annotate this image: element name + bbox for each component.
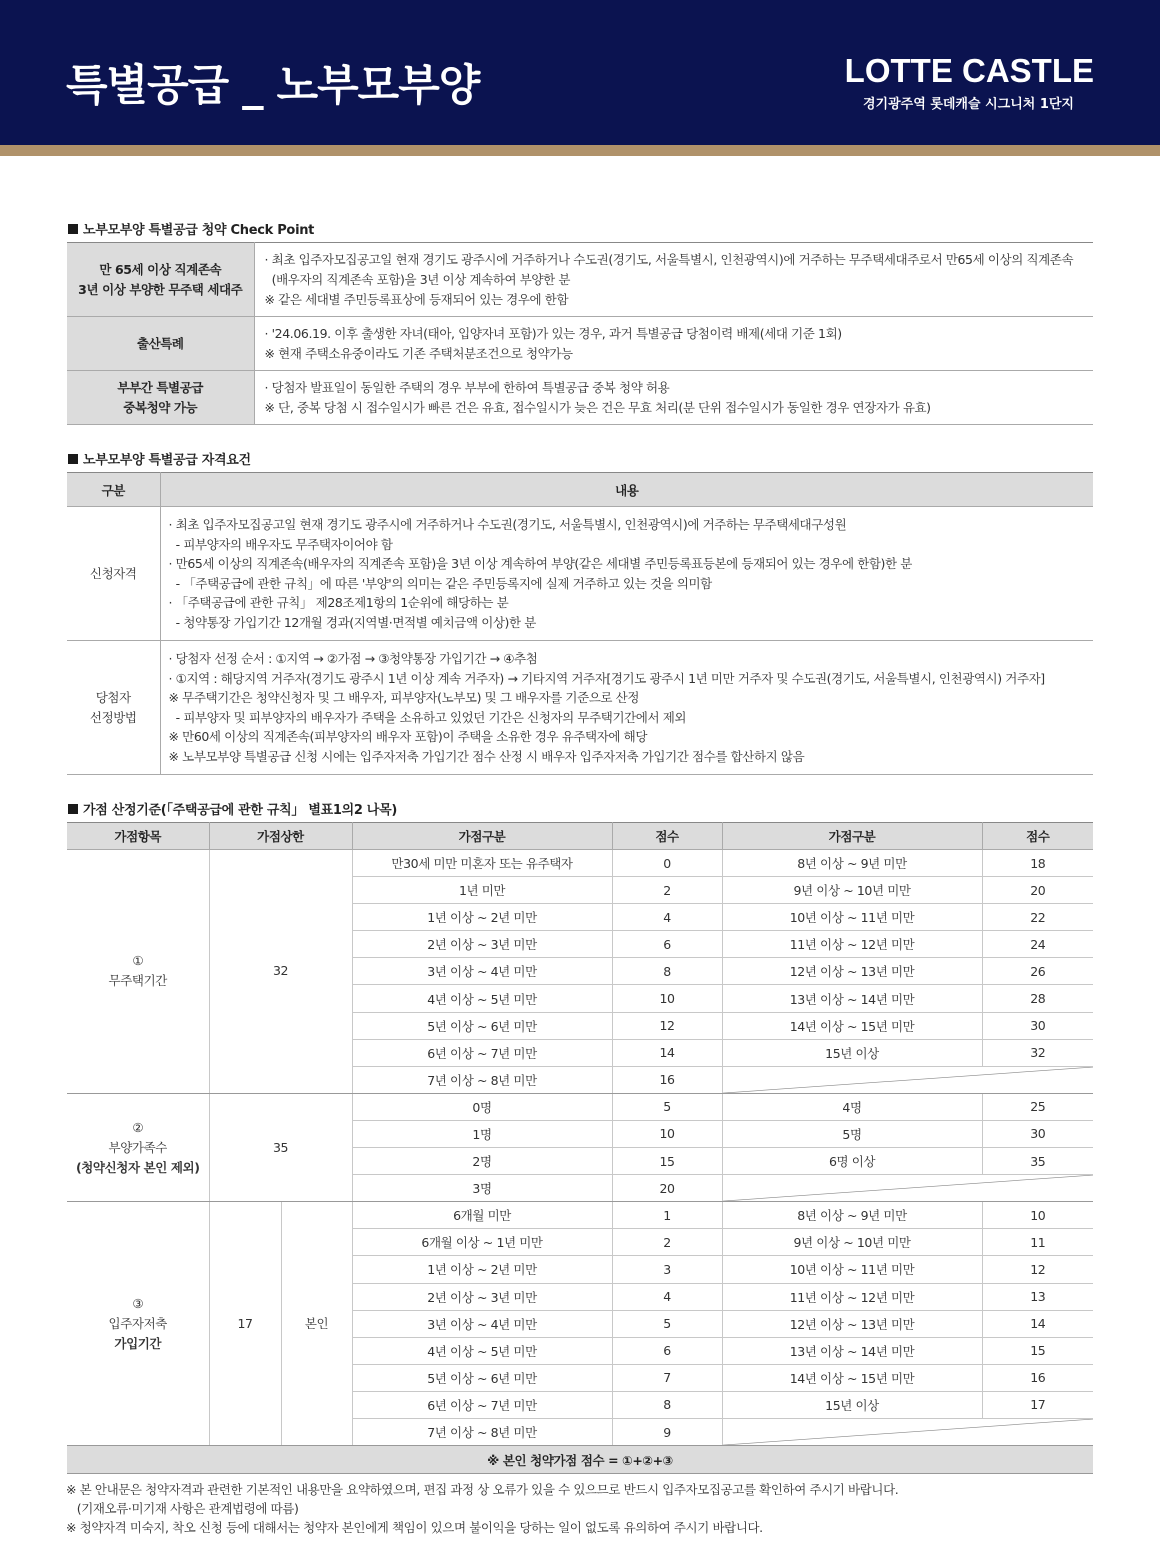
score-points-right: 30 — [982, 1120, 1093, 1147]
qualification-key-line: 당첨자 — [95, 689, 131, 705]
score-class-right: 6명 이상 — [722, 1148, 982, 1175]
qualification-key-line: 선정방법 — [89, 709, 137, 725]
score-class-right: 5명 — [722, 1120, 982, 1147]
footnote-line: ※ 청약자격 미숙지, 착오 신청 등에 대해서는 청약자 본인에게 책임이 있으며 불이익을 당하는 일이 없도록 유의하여 주시기 바랍니다. — [66, 1520, 763, 1535]
qualification-heading: 노부모부양 특별공급 자격요건 — [68, 449, 251, 468]
checkpoint-line: · 당첨자 발표일이 동일한 주택의 경우 부부에 한하여 특별공급 중복 청약 허용 — [264, 379, 670, 395]
score-class-right: 14년 이상 ~ 15년 미만 — [722, 1364, 982, 1391]
score-points-right: 32 — [982, 1039, 1093, 1066]
score-class-right: 10년 이상 ~ 11년 미만 — [722, 1256, 982, 1283]
checkpoint-value — [254, 243, 1093, 317]
score-points-left: 4 — [612, 904, 722, 931]
score-item — [67, 850, 209, 1094]
score-class-right: 10년 이상 ~ 11년 미만 — [722, 904, 982, 931]
qualification-line: · 당첨자 선정 순서 : ①지역 → ②가점 → ③청약통장 가입기간 → ④추첨 — [168, 651, 538, 666]
score-class-left: 3년 이상 ~ 4년 미만 — [352, 1310, 612, 1337]
score-class-left: 3명 — [352, 1175, 612, 1202]
checkpoint-key-line: 부부간 특별공급 — [117, 379, 204, 395]
score-item — [67, 1093, 209, 1201]
empty-slash-cell — [722, 1066, 1093, 1093]
score-points-left: 6 — [612, 931, 722, 958]
score-class-right: 8년 이상 ~ 9년 미만 — [722, 850, 982, 877]
col-header-category: 구분 — [67, 473, 160, 507]
checkpoint-line: (배우자의 직계존속 포함)을 3년 이상 계속하여 부양한 분 — [264, 271, 571, 287]
checkpoint-line: · '24.06.19. 이후 출생한 자녀(태아, 입양자녀 포함)가 있는 경우, 과거 특별공급 당첨이력 배제(세대 기준 1회) — [264, 325, 842, 341]
footnote-line: (기재오류·미기재 사항은 관계법령에 따름) — [66, 1501, 299, 1516]
footnote-line: ※ 본 안내문은 청약자격과 관련한 기본적인 내용만을 요약하였으며, 편집 과정 상 오류가 있을 수 있으므로 반드시 입주자모집공고를 확인하여 주시기 바랍니다. — [66, 1482, 899, 1497]
qualification-line: ※ 만60세 이상의 직계존속(피부양자의 배우자 포함)이 주택을 소유한 경우 유주택자에 해당 — [168, 729, 647, 744]
score-class-left: 4년 이상 ~ 5년 미만 — [352, 1337, 612, 1364]
score-points-left: 3 — [612, 1256, 722, 1283]
score-class-left: 7년 이상 ~ 8년 미만 — [352, 1418, 612, 1445]
score-total-row — [67, 1446, 1093, 1474]
score-points-right: 20 — [982, 877, 1093, 904]
score-class-right: 13년 이상 ~ 14년 미만 — [722, 985, 982, 1012]
qualification-row — [67, 641, 1093, 775]
score-class-left: 6년 이상 ~ 7년 미만 — [352, 1039, 612, 1066]
qualification-line: - 청약통장 가입기간 12개월 경과(지역별·면적별 예치금액 이상)한 분 — [168, 614, 536, 630]
score-points-right: 16 — [982, 1364, 1093, 1391]
score-class-left: 2명 — [352, 1148, 612, 1175]
score-points-left: 8 — [612, 1391, 722, 1418]
qualification-line: - 피부양자 및 피부양자의 배우자가 주택을 소유하고 있었던 기간은 신청자의 무주택기간에서 제외 — [168, 709, 687, 725]
score-points-left: 16 — [612, 1066, 722, 1093]
col-header-item: 가점항목 — [67, 823, 209, 850]
qualification-key-line: 신청자격 — [89, 565, 137, 581]
score-points-right: 25 — [982, 1093, 1093, 1120]
col-header-points-right: 점수 — [982, 823, 1093, 850]
empty-slash-cell — [722, 1418, 1093, 1445]
checkpoint-row — [67, 371, 1093, 425]
score-total: ※ 본인 청약가점 점수 = ①+②+③ — [67, 1446, 1093, 1474]
score-points-left: 10 — [612, 1120, 722, 1147]
qualification-value — [160, 641, 1093, 775]
checkpoint-value — [254, 317, 1093, 371]
score-class-left: 1년 미만 — [352, 877, 612, 904]
score-points-right: 15 — [982, 1337, 1093, 1364]
score-points-right: 11 — [982, 1229, 1093, 1256]
checkpoint-key-line: 출산특례 — [136, 335, 184, 351]
score-points-left: 5 — [612, 1310, 722, 1337]
score-class-right: 4명 — [722, 1093, 982, 1120]
score-item-number: ③ — [132, 1295, 144, 1311]
score-points-right: 28 — [982, 985, 1093, 1012]
square-bullet-icon — [68, 804, 78, 814]
score-class-left: 5년 이상 ~ 6년 미만 — [352, 1364, 612, 1391]
qualification-table — [67, 472, 1093, 775]
score-class-right: 8년 이상 ~ 9년 미만 — [722, 1202, 982, 1229]
score-points-left: 1 — [612, 1202, 722, 1229]
score-item-name: 무주택기간 — [108, 973, 167, 989]
score-item-name: 부양가족수 — [108, 1139, 167, 1155]
score-item-name: 가입기간 — [114, 1335, 162, 1351]
checkpoint-line: ※ 현재 주택소유중이라도 기존 주택처분조건으로 청약가능 — [264, 345, 573, 361]
score-points-left: 15 — [612, 1148, 722, 1175]
qualification-line: ※ 무주택기간은 청약신청자 및 그 배우자, 피부양자(노부모) 및 그 배우자를 기준으로 산정 — [168, 690, 640, 705]
score-class-left: 1년 이상 ~ 2년 미만 — [352, 1256, 612, 1283]
page-header — [0, 0, 1160, 156]
score-class-left: 1명 — [352, 1120, 612, 1147]
score-class-left: 4년 이상 ~ 5년 미만 — [352, 985, 612, 1012]
score-class-left: 3년 이상 ~ 4년 미만 — [352, 958, 612, 985]
checkpoint-heading: 노부모부양 특별공급 청약 Check Point — [68, 219, 314, 238]
qualification-row — [67, 507, 1093, 641]
qualification-key — [67, 641, 160, 775]
score-points-left: 4 — [612, 1283, 722, 1310]
score-item-name: (청약신청자 본인 제외) — [75, 1159, 200, 1175]
diagonal-line — [723, 1419, 1094, 1445]
checkpoint-key — [67, 371, 254, 425]
score-class-right: 13년 이상 ~ 14년 미만 — [722, 1337, 982, 1364]
score-points-right: 12 — [982, 1256, 1093, 1283]
score-class-left: 6년 이상 ~ 7년 미만 — [352, 1391, 612, 1418]
score-points-left: 6 — [612, 1337, 722, 1364]
qualification-key — [67, 507, 160, 641]
qualification-line: ※ 노부모부양 특별공급 신청 시에는 입주자저축 가입기간 점수 산정 시 배우자 입주자저축 가입기간 점수를 합산하지 않음 — [168, 748, 805, 764]
score-class-right: 9년 이상 ~ 10년 미만 — [722, 877, 982, 904]
score-points-left: 10 — [612, 985, 722, 1012]
score-class-right: 11년 이상 ~ 12년 미만 — [722, 931, 982, 958]
checkpoint-line: · 최초 입주자모집공고일 현재 경기도 광주시에 거주하거나 수도권(경기도, 서울특별시, 인천광역시)에 거주하는 무주택세대주로서 만65세 이상의 직계존속 — [264, 251, 1074, 267]
score-points-left: 2 — [612, 1229, 722, 1256]
score-points-right: 10 — [982, 1202, 1093, 1229]
square-bullet-icon — [68, 224, 78, 234]
qualification-line: · 최초 입주자모집공고일 현재 경기도 광주시에 거주하거나 수도권(경기도, 서울특별시, 인천광역시)에 거주하는 무주택세대구성원 — [168, 517, 847, 532]
checkpoint-table — [67, 242, 1093, 425]
checkpoint-line: ※ 단, 중복 당첨 시 접수일시가 빠른 건은 유효, 접수일시가 늦은 건은 무효 처리(분 단위 접수일시가 동일한 경우 연장자가 유효) — [264, 399, 931, 415]
score-class-right: 15년 이상 — [722, 1391, 982, 1418]
score-class-right: 11년 이상 ~ 12년 미만 — [722, 1283, 982, 1310]
score-class-left: 6개월 이상 ~ 1년 미만 — [352, 1229, 612, 1256]
complex-name: 경기광주역 롯데캐슬 시그니처 1단지 — [863, 97, 1074, 112]
checkpoint-key-line: 중복청약 가능 — [123, 399, 198, 415]
score-points-left: 0 — [612, 850, 722, 877]
checkpoint-row — [67, 317, 1093, 371]
col-header-class-left: 가점구분 — [352, 823, 612, 850]
empty-slash-cell — [722, 1175, 1093, 1202]
score-max: 35 — [209, 1093, 352, 1201]
score-points-right: 13 — [982, 1283, 1093, 1310]
score-item-number: ① — [132, 953, 144, 969]
footnotes — [66, 1480, 898, 1537]
score-points-left: 2 — [612, 877, 722, 904]
col-header-max: 가점상한 — [209, 823, 352, 850]
score-points-right: 35 — [982, 1148, 1093, 1175]
score-points-left: 8 — [612, 958, 722, 985]
score-class-right: 12년 이상 ~ 13년 미만 — [722, 1310, 982, 1337]
col-header-content: 내용 — [160, 473, 1093, 507]
score-points-right: 22 — [982, 904, 1093, 931]
qualification-line: · ①지역 : 해당지역 거주자(경기도 광주시 1년 이상 계속 거주자) → 기타지역 거주자[경기도 광주시 1년 미만 거주자 및 수도권(경기도, 서울특별시, 인천광역시) 거주자] — [168, 670, 1045, 686]
score-class-left: 1년 이상 ~ 2년 미만 — [352, 904, 612, 931]
col-header-points-left: 점수 — [612, 823, 722, 850]
square-bullet-icon — [68, 454, 78, 464]
checkpoint-key — [67, 317, 254, 371]
score-table — [67, 822, 1093, 1474]
score-class-left: 2년 이상 ~ 3년 미만 — [352, 1283, 612, 1310]
score-class-left: 만30세 미만 미혼자 또는 유주택자 — [352, 850, 612, 877]
score-points-left: 5 — [612, 1093, 722, 1120]
qualification-line: · 「주택공급에 관한 규칙」 제28조제1항의 1순위에 해당하는 분 — [168, 595, 509, 610]
score-points-right: 14 — [982, 1310, 1093, 1337]
score-points-left: 20 — [612, 1175, 722, 1202]
checkpoint-key-line: 3년 이상 부양한 무주택 세대주 — [78, 281, 243, 297]
score-max: 32 — [209, 850, 352, 1094]
score-max: 17 — [209, 1202, 281, 1446]
page-title: 특별공급 _ 노부모부양 — [66, 61, 480, 111]
score-class-right: 12년 이상 ~ 13년 미만 — [722, 958, 982, 985]
score-class-left: 2년 이상 ~ 3년 미만 — [352, 931, 612, 958]
score-class-right: 14년 이상 ~ 15년 미만 — [722, 1012, 982, 1039]
qualification-line: - 피부양자의 배우자도 무주택자이어야 함 — [168, 536, 393, 552]
checkpoint-row — [67, 243, 1093, 317]
score-points-left: 9 — [612, 1418, 722, 1445]
score-points-left: 12 — [612, 1012, 722, 1039]
score-points-left: 14 — [612, 1039, 722, 1066]
checkpoint-key — [67, 243, 254, 317]
score-points-right: 18 — [982, 850, 1093, 877]
gold-stripe — [0, 145, 1160, 156]
score-class-right: 15년 이상 — [722, 1039, 982, 1066]
checkpoint-key-line: 만 65세 이상 직계존속 — [99, 261, 222, 277]
score-heading: 가점 산정기준(「주택공급에 관한 규칙」 별표1의2 나목) — [68, 799, 397, 818]
score-item-name: 입주자저축 — [108, 1315, 167, 1331]
score-class-left: 6개월 미만 — [352, 1202, 612, 1229]
score-points-left: 7 — [612, 1364, 722, 1391]
score-row — [67, 1093, 1093, 1120]
checkpoint-line: ※ 같은 세대별 주민등록표상에 등재되어 있는 경우에 한함 — [264, 291, 569, 307]
diagonal-line — [723, 1175, 1094, 1201]
score-class-left: 7년 이상 ~ 8년 미만 — [352, 1066, 612, 1093]
score-row — [67, 850, 1093, 877]
checkpoint-value — [254, 371, 1093, 425]
diagonal-line — [723, 1067, 1094, 1093]
score-item-number: ② — [132, 1119, 144, 1135]
score-row — [67, 1202, 1093, 1229]
score-class-right: 9년 이상 ~ 10년 미만 — [722, 1229, 982, 1256]
score-points-right: 17 — [982, 1391, 1093, 1418]
qualification-line: - 「주택공급에 관한 규칙」에 따른 '부양'의 의미는 같은 주민등록지에 실제 거주하고 있는 것을 의미함 — [168, 575, 712, 591]
score-points-right: 26 — [982, 958, 1093, 985]
col-header-class-right: 가점구분 — [722, 823, 982, 850]
score-item — [67, 1202, 209, 1446]
qualification-line: · 만65세 이상의 직계존속(배우자의 직계존속 포함)을 3년 이상 계속하여 부양(같은 세대별 주민등록표등본에 등재되어 있는 경우에 한함)한 분 — [168, 556, 912, 571]
score-class-left: 5년 이상 ~ 6년 미만 — [352, 1012, 612, 1039]
score-points-right: 24 — [982, 931, 1093, 958]
score-sub-item: 본인 — [281, 1202, 352, 1446]
score-points-right: 30 — [982, 1012, 1093, 1039]
score-class-left: 0명 — [352, 1093, 612, 1120]
brand-logo-text: LOTTE CASTLE — [844, 52, 1094, 89]
qualification-value — [160, 507, 1093, 641]
